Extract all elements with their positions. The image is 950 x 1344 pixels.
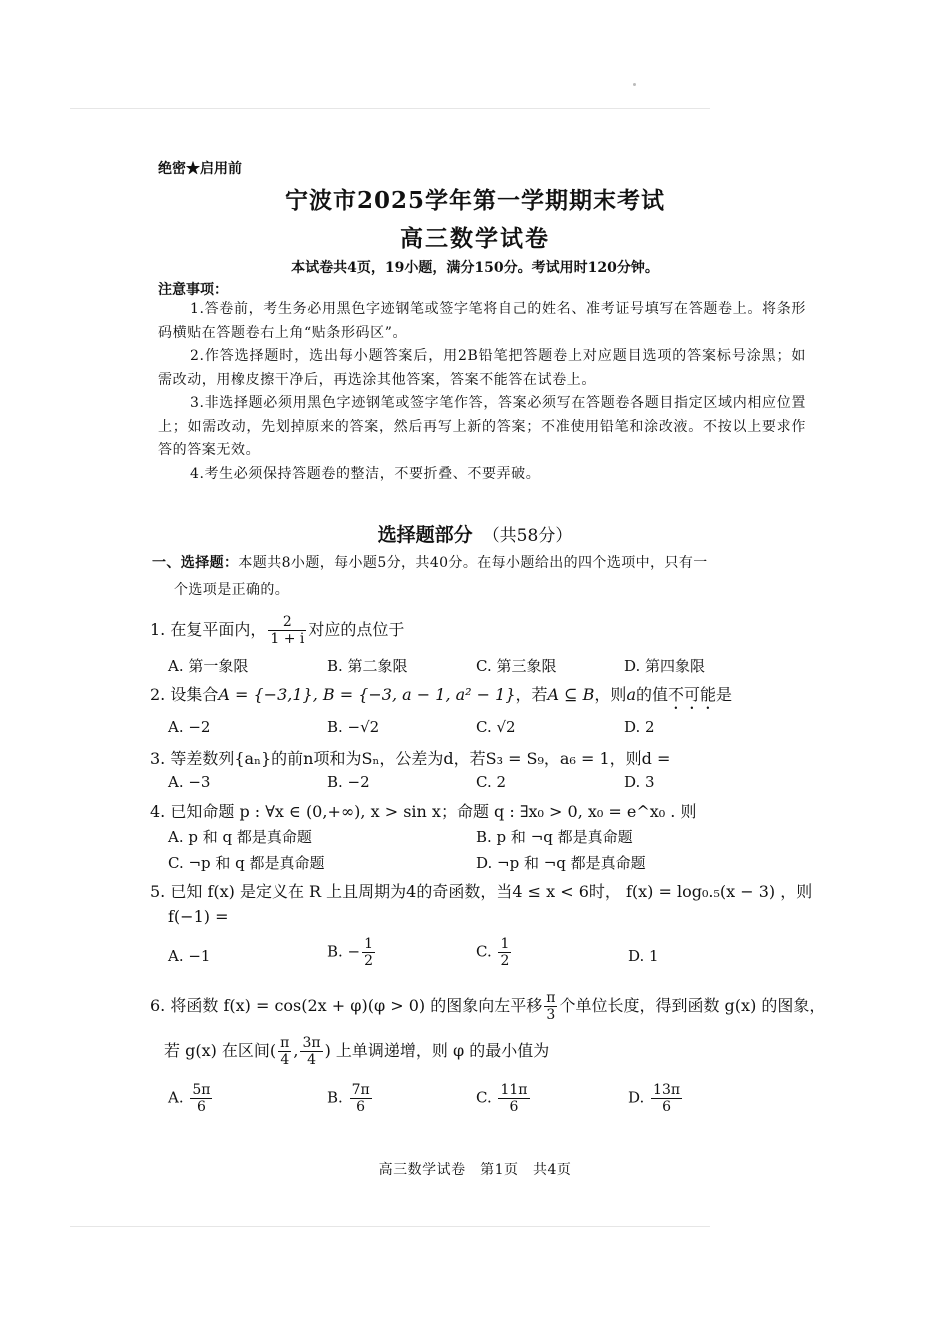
q5-option-b-fraction [362,936,375,969]
q2-var: a [626,685,636,704]
q1-stem-a: 1. 在复平面内， [150,620,267,640]
q6-option-a-fraction [190,1082,212,1115]
question-2 [150,682,732,713]
question-6 [150,990,825,1023]
q6-option-c-fraction [498,1082,529,1115]
q6-stem-a: 6. 将函数 f(x) = cos(2x + φ)(φ > 0) 的图象向左平移 [150,996,543,1016]
q6-stem2-b: ) 上单调递增，则 φ 的最小值为 [324,1041,550,1061]
q6-option-a-den: 6 [196,1099,206,1116]
q5-option-c-label: C. [476,942,497,961]
q3-option-a: A. −3 [168,773,211,791]
q6-option-c-den: 6 [509,1099,519,1116]
question-5: 5. 已知 f(x) 是定义在 R 上且周期为4的奇函数，当4 ≤ x < 6时， f(x) = log₀.₅(x − 3) ，则 [150,882,813,901]
q2-stem-d: 的值 [635,685,668,704]
q6-frac-den: 3 [546,1007,556,1024]
q1-option-d: D. 第四象限 [624,657,706,675]
confidential-mark: 绝密★启用前 [158,161,242,177]
q5-option-b [327,936,377,969]
q6-stem2-a: 若 g(x) 在区间( [164,1041,277,1061]
q1-stem-b: 对应的点位于 [308,620,405,640]
question-6-line2: 若 g(x) 在区间( $\frac{\pi}{4}$ , $\frac{3\pi}{4}$ ) 上单调递增，则 φ 的最小值为 [164,1035,550,1069]
q4-option-a: A. p 和 q 都是真命题 [168,828,312,846]
q6-lo-num: π [280,1035,290,1051]
q5-option-b-num: 1 [364,936,374,952]
q6-hi-num: 3π [302,1035,321,1051]
part-text-2: 个选项是正确的。 [174,582,290,598]
q2-stem-b: ，若 [515,685,548,704]
q6-interval-hi [300,1035,322,1068]
q6-option-c-label: C. [476,1088,497,1107]
q2-stem-e: 是 [716,685,733,704]
q1-option-b: B. 第二象限 [327,657,408,675]
q2-option-c: C. √2 [476,718,516,736]
exam-title: 宁波市2025学年第一学期期末考试 [284,187,665,214]
q6-option-b-den: 6 [356,1099,366,1116]
scan-edge-bottom [70,1226,710,1227]
q2-option-d: D. 2 [624,718,655,736]
q3-option-b: B. −2 [327,773,370,791]
q6-option-b-num: 7π [351,1082,370,1098]
q6-option-c [476,1082,532,1115]
q3-option-c: C. 2 [476,773,507,791]
q2-math-subset: A ⊆ B [547,685,595,704]
q6-option-d-fraction [651,1082,682,1115]
q6-option-b [327,1082,374,1115]
exam-meta: 本试卷共4页，19小题，满分150分。考试用时120分钟。 [291,260,659,276]
q1-fraction [268,614,306,647]
page-footer: 高三数学试卷 第1页 共4页 [378,1162,572,1178]
part-text: 本题共8小题，每小题5分，共40分。在每小题给出的四个选项中，只有一 [238,555,708,571]
question-5-line2: f(−1) = [168,907,229,926]
question-1 [150,614,404,647]
q6-option-d-den: 6 [662,1099,671,1116]
q2-option-b: B. −√2 [327,718,380,736]
q4-option-b: B. p 和 ¬q 都是真命题 [476,828,633,846]
q6-option-c-num: 11π [500,1082,528,1098]
note-item: 3.非选择题必须用黑色字迹钢笔或签字笔作答，答案必须写在答题卷各题目指定区域内相应位置上；如需改动，先划掉原来的答案，然后再写上新的答案；不准使用铅笔和涂改液。不按以上要求作答的答案无效。 [158,395,806,458]
q5-option-c-num: 1 [500,936,510,952]
q6-option-a [168,1082,214,1115]
q3-option-d: D. 3 [624,773,655,791]
q5-option-a: A. −1 [168,947,211,965]
q5-option-b-label: B. − [327,942,361,961]
q2-option-a: A. −2 [168,718,211,736]
q5-option-c-fraction [498,936,511,969]
section-points: （共58分） [482,526,573,546]
q6-option-d-label: D. [628,1088,650,1107]
q5-option-d: D. 1 [628,947,659,965]
q1-frac-den: 1 + i [270,631,305,648]
q6-option-a-num: 5π [192,1082,211,1098]
q6-fraction [544,990,557,1023]
q2-emphasis: 不可能 [668,685,717,704]
q4-option-d: D. ¬p 和 ¬q 都是真命题 [476,854,646,872]
q1-option-a: A. 第一象限 [168,657,249,675]
q1-option-c: C. 第三象限 [476,657,557,675]
note-item: 1.答卷前，考生务必用黑色字迹钢笔或签字笔将自己的姓名、准考证号填写在答题卷上。将条形码横贴在答题卷右上角“贴条形码区”。 [158,301,806,341]
q6-lo-den: 4 [280,1052,290,1069]
q2-stem-c: ，则 [594,685,627,704]
q2-stem-a: 2. 设集合 [150,685,219,704]
q6-stem-b: 个单位长度，得到函数 g(x) 的图象， [559,996,826,1016]
question-3: 3. 等差数列{aₙ}的前n项和为Sₙ，公差为d，若S₃ = S₉，a₆ = 1，则d = [150,749,671,768]
q1-frac-num: 2 [268,614,306,631]
q4-option-c: C. ¬p 和 q 都是真命题 [168,854,325,872]
part-intro [152,550,812,604]
section-title-text: 选择题部分 [377,524,473,546]
q6-option-a-label: A. [168,1088,189,1107]
q5-option-b-den: 2 [364,953,374,970]
part-lead: 一、选择题： [152,555,239,571]
note-item: 2.作答选择题时，选出每小题答案后，用2B铅笔把答题卷上对应题目选项的答案标号涂黑；如需改动，用橡皮擦干净后，再选涂其他答案，答案不能答在试卷上。 [158,348,806,388]
q2-math-sets: A = {−3,1}, B = {−3, a − 1, a² − 1} [218,685,516,704]
q6-interval-lo [278,1035,291,1068]
q6-option-b-fraction [350,1082,372,1115]
q5-option-c-den: 2 [500,953,510,970]
q6-hi-den: 4 [307,1052,316,1069]
q6-option-d-num: 13π [653,1082,681,1098]
q5-option-c [476,936,513,969]
question-4: 4. 已知命题 p : ∀x ∈ (0,+∞), x > sin x；命题 q : ∃x₀ > 0, x₀ = e^x₀ . 则 [150,802,697,821]
scan-edge-top [70,108,710,109]
section-title [0,520,950,547]
q6-frac-num: π [546,990,556,1006]
notes-heading: 注意事项： [158,282,228,298]
q6-option-d [628,1082,684,1115]
note-item: 4.考生必须保持答题卷的整洁，不要折叠、不要弄破。 [190,466,541,482]
exam-subtitle: 高三数学试卷 [400,225,550,252]
scan-speck [633,83,636,86]
q6-option-b-label: B. [327,1088,348,1107]
